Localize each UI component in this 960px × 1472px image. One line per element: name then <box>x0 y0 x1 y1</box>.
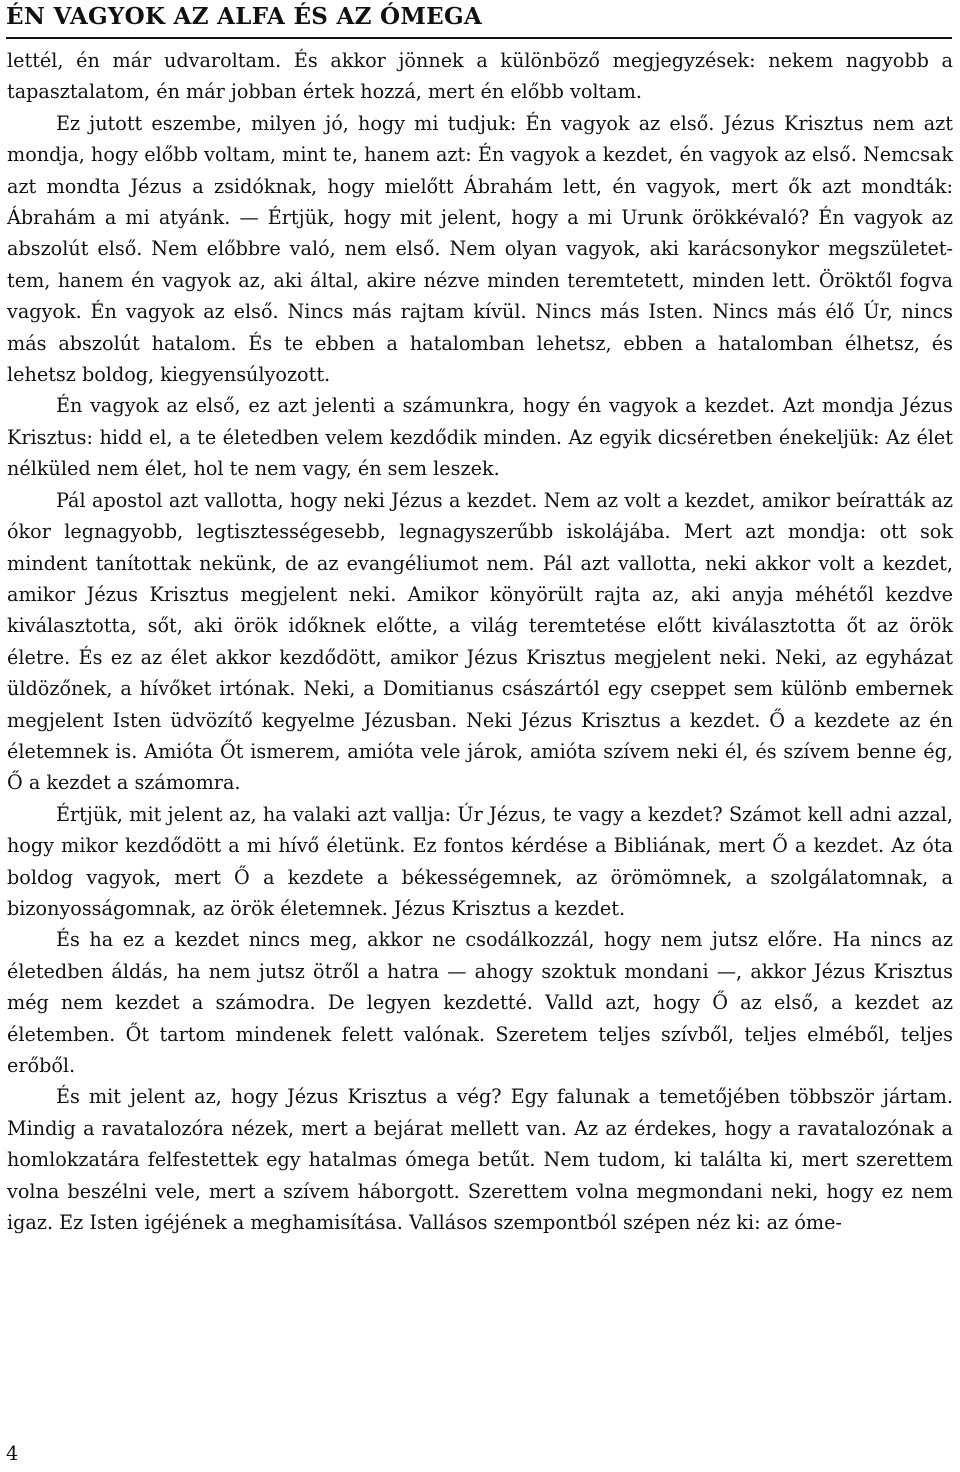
paragraph-5: Értjük, mit jelent az, ha valaki azt vallja: Úr Jézus, te vagy a kezdet? Számot kell adni azzal, hogy mikor kezdődött a mi hívő életünk. Ez fontos kérdése a Bibliának, mert Ő a kezdet. Az óta boldog vagyok, mert Ő a kezdete a békességemnek, az örömömnek, a szolgálatomnak, a bizonyosságomnak, az örök életemnek. Jézus Krisztus a kezdet. <box>7 802 953 920</box>
page-number: 4 <box>6 1442 19 1465</box>
paragraph-2: Ez jutott eszembe, milyen jó, hogy mi tudjuk: Én vagyok az első. Jézus Krisztus nem azt mondja, hogy előbb voltam, mint te, hanem azt: Én vagyok a kezdet, én vagyok az első. Nemcsak azt mondta Jézus a zsidóknak, hogy mielőtt Ábrahám lett, én vagyok, mert ők azt mondták: Ábrahám a mi atyánk. — Értjük, hogy mit jelent, hogy a mi Urunk örökkévaló? Én vagyok az abszolút első. Nem előbbre való, nem első. Nem olyan vagyok, aki karácsonykor megszületettem, hanem én vagyok az, aki által, akire nézve minden teremtetett, minden lett. Öröktől fogva vagyok. Én vagyok az első. Nincs más rajtam kívül. Nincs más Isten. Nincs más élő Úr, nincs más abszolút hatalom. És te ebben a hatalomban lehetsz, ebben a hatalomban élhetsz, és lehetsz boldog, kiegyensúlyozott. <box>7 111 953 387</box>
paragraph-7: És mit jelent az, hogy Jézus Krisztus a vég? Egy falunak a temetőjében többször jártam. Mindig a ravatalozóra nézek, mert a bejárat mellett van. Az az érdekes, hogy a ravatalozónak a homlokzatára felfestettek egy hatalmas ómega betűt. Nem tudom, ki találta ki, mert szerettem volna beszélni vele, mert a szívem háborgott. Szerettem volna megmondani neki, hogy ez nem igaz. Ez Isten igéjének a meghamisítása. Vallásos szempontból szépen néz ki: az óme- <box>7 1085 953 1235</box>
paragraph-4: Pál apostol azt vallotta, hogy neki Jézus a kezdet. Nem az volt a kezdet, amikor beíratták az ókor legnagyobb, legtisztességesebb, legnagyszerűbb iskolájába. Mert azt mondja: ott sok mindent tanítottak nekünk, de az evangéliumot nem. Pál azt vallotta, neki akkor volt a kezdet, amikor Jézus Krisztus megjelent neki. Amikor könyörült rajta az, aki anyja méhétől kezdve kiválasztotta, sőt, aki örök időknek előtte, a világ teremtetése előtt kiválasztotta őt az örök életre. És ez az élet akkor kezdődött, amikor Jézus Krisztus megjelent neki. Neki, az egyházat üldözőnek, a hívőket irtónak. Neki, a Domitianus császártól egy cseppet sem különb embernek megjelent Isten üdvözítő kegyelme Jézusban. Neki Jézus Krisztus a kezdet. Ő a kezdete az én életemnek is. Amióta Őt ismerem, amióta vele járok, amióta szívem neki él, és szívem benne ég, Ő a kezdet a számomra. <box>7 488 953 795</box>
paragraph-3: Én vagyok az első, ez azt jelenti a számunkra, hogy én vagyok a kezdet. Azt mondja Jézus Krisztus: hidd el, a te életedben velem kezdődik minden. Az egyik dicséretben énekeljük: Az élet nélküled nem élet, hol te nem vagy, én sem leszek. <box>7 394 953 481</box>
running-head: ÉN VAGYOK AZ ALFA ÉS AZ ÓMEGA <box>6 3 483 30</box>
body-text <box>7 45 953 1238</box>
paragraph-6: És ha ez a kezdet nincs meg, akkor ne csodálkozzál, hogy nem jutsz előre. Ha nincs az életedben áldás, ha nem jutsz ötről a hatra — ahogy szoktuk mondani —, akkor Jézus Krisztus még nem kezdet a számodra. De legyen kezdetté. Valld azt, hogy Ő az első, a kezdet az életemben. Őt tartom mindenek felett valónak. Szeretem teljes szívből, teljes elméből, teljes erőből. <box>7 928 953 1077</box>
paragraph-1: lettél, én már udvaroltam. És akkor jönnek a különböző megjegyzések: nekem nagyobb a tapasztalatom, én már jobban értek hozzá, mert én előbb voltam. <box>7 49 953 104</box>
header-rule <box>6 37 952 39</box>
